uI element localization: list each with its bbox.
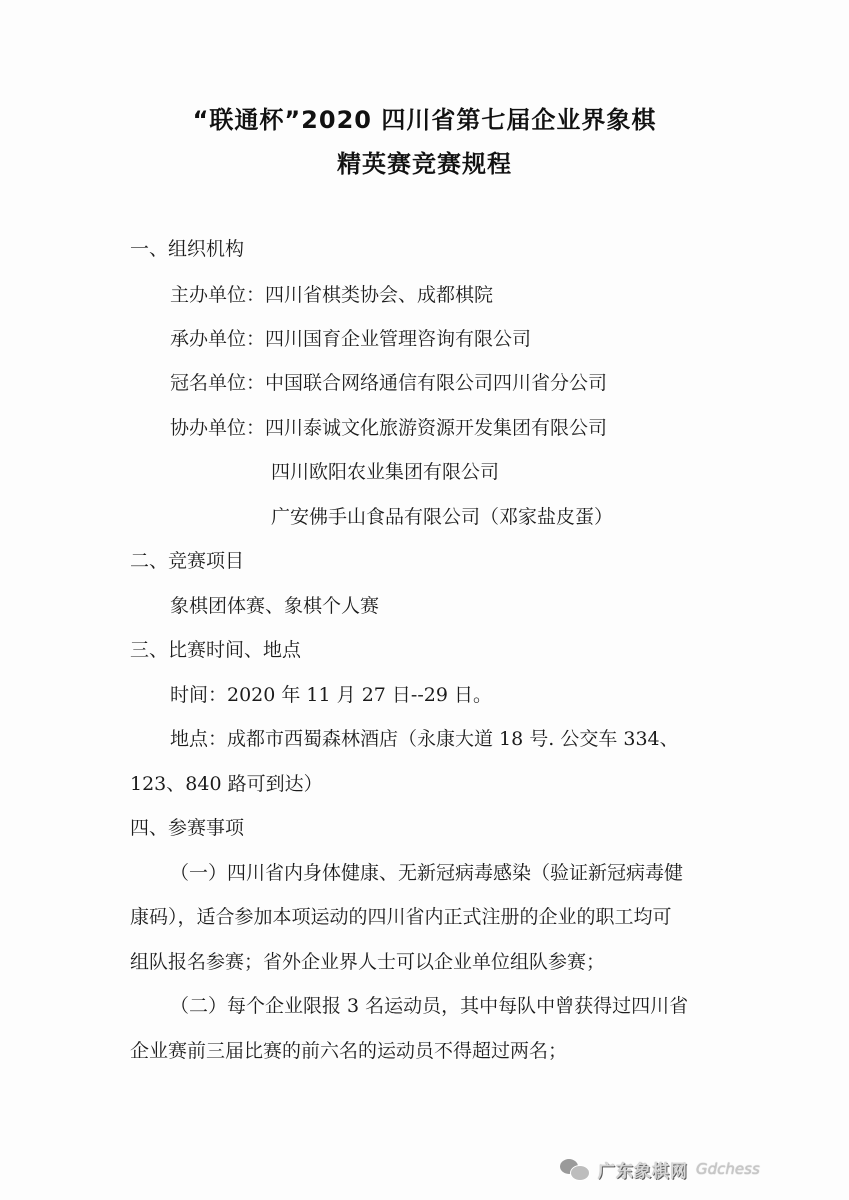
event-time: 时间：2020 年 11 月 27 日--29 日。: [170, 684, 492, 706]
entry-item1-line3: 组队报名参赛；省外企业界人士可以企业单位组队参赛；: [130, 951, 606, 973]
title-sponsor-unit: 冠名单位：中国联合网络通信有限公司四川省分公司: [170, 372, 608, 394]
watermark: [560, 1154, 760, 1184]
section-heading-organization: 一、组织机构: [130, 238, 245, 260]
section-heading-entry: 四、参赛事项: [130, 817, 245, 839]
co-organizer-unit-2: 四川欧阳农业集团有限公司: [271, 461, 500, 483]
co-organizer-unit-1: 协办单位：四川泰诚文化旅游资源开发集团有限公司: [170, 417, 608, 439]
watermark-sub: Gdchess: [696, 1160, 760, 1178]
entry-item1-line1: （一）四川省内身体健康、无新冠病毒感染（验证新冠病毒健: [170, 862, 684, 884]
events-content: 象棋团体赛、象棋个人赛: [170, 595, 380, 617]
section-heading-time-place: 三、比赛时间、地点: [130, 639, 302, 661]
co-organizer-unit-3: 广安佛手山食品有限公司（邓家盐皮蛋）: [271, 506, 614, 528]
document-title-line2: 精英赛竞赛规程: [337, 150, 512, 178]
event-place-line2: 123、840 路可到达）: [130, 773, 323, 795]
host-unit: 主办单位：四川省棋类协会、成都棋院: [170, 284, 494, 306]
document-title-line1: “联通杯”2020 四川省第七届企业界象棋: [192, 106, 657, 134]
event-place-line1: 地点：成都市西蜀森林酒店（永康大道 18 号. 公交车 334、: [170, 728, 679, 750]
entry-item1-line2: 康码），适合参加本项运动的四川省内正式注册的企业的职工均可: [130, 906, 672, 928]
watermark-name: 广东象棋网: [598, 1161, 688, 1182]
organizer-unit: 承办单位：四川国育企业管理咨询有限公司: [170, 328, 532, 350]
wechat-icon: [560, 1157, 590, 1181]
entry-item2-line1: （二）每个企业限报 3 名运动员，其中每队中曾获得过四川省: [170, 995, 689, 1017]
section-heading-events: 二、竞赛项目: [130, 550, 245, 572]
entry-item2-line2: 企业赛前三届比赛的前六名的运动员不得超过两名；: [130, 1040, 568, 1062]
